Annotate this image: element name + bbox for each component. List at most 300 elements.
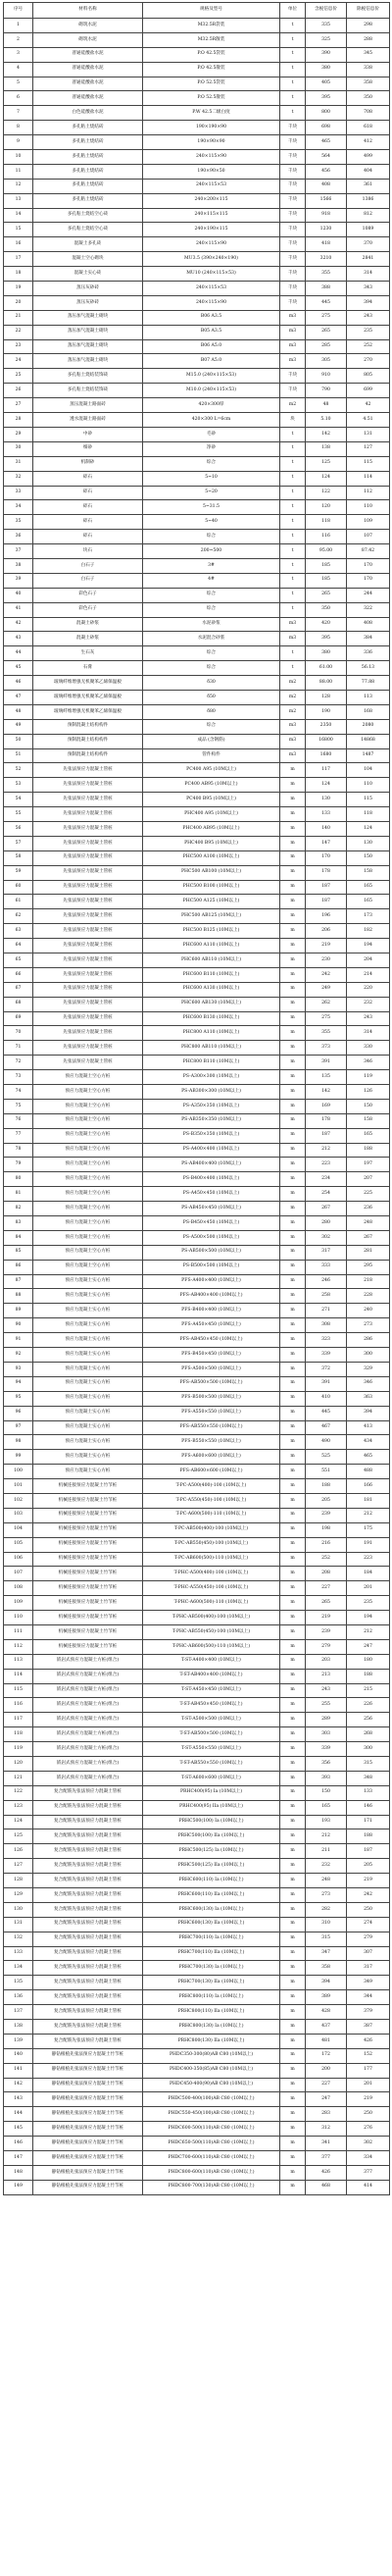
cell-material-name: 预应力混凝土实心方桩	[33, 1362, 143, 1376]
cell-material-name: 机械连接预应力混凝土竹节桩	[33, 1493, 143, 1508]
cell-price-tax: 234	[306, 1172, 347, 1187]
table-row	[4, 763, 390, 778]
cell-material-name: 复合配筋先张法预应力混凝土管桩	[33, 1874, 143, 1888]
cell-price-tax: 325	[306, 32, 347, 47]
cell-spec: PS-AB350×350 (10M以上)	[143, 1113, 280, 1128]
cell-price-notax: 207	[347, 1172, 390, 1187]
cell-index: 2	[4, 32, 33, 47]
cell-price-tax: 280	[306, 1216, 347, 1231]
cell-price-notax: 307	[347, 1946, 390, 1961]
cell-spec: 420×300厚	[143, 398, 280, 413]
table-row	[4, 295, 390, 310]
cell-spec: PHDC400-350(85)AB C80 (10M以上)	[143, 2063, 280, 2078]
cell-price-tax: 372	[306, 1362, 347, 1376]
cell-spec: P.W 42.5二级白度	[143, 106, 280, 121]
cell-unit: m	[280, 1654, 306, 1669]
cell-unit: m	[280, 1333, 306, 1348]
cell-unit: m	[280, 1829, 306, 1844]
cell-price-tax: 380	[306, 646, 347, 661]
table-row	[4, 1917, 390, 1932]
cell-price-tax: 188	[306, 1479, 347, 1494]
cell-material-name: 嵌岩式预应力混凝土方桩(组合)	[33, 1727, 143, 1742]
cell-spec: PHDC800-600(110)AB C80 (10M以上)	[143, 2165, 280, 2180]
cell-price-tax: 61.00	[306, 661, 347, 676]
cell-unit: t	[280, 661, 306, 676]
cell-spec: PFS-B550×550 (10M以上)	[143, 1435, 280, 1450]
cell-index: 53	[4, 778, 33, 793]
table-row	[4, 1654, 390, 1669]
cell-spec: PRHC800(130) IIa (10M以上)	[143, 2034, 280, 2048]
cell-spec: 190×190×90	[143, 121, 280, 135]
cell-index: 21	[4, 310, 33, 325]
cell-price-tax: 358	[306, 1961, 347, 1976]
cell-index: 31	[4, 456, 33, 471]
cell-price-notax: 170	[347, 573, 390, 588]
cell-index: 121	[4, 1771, 33, 1785]
cell-price-notax: 699	[347, 384, 390, 398]
table-row	[4, 1158, 390, 1172]
cell-price-tax: 5.10	[306, 413, 347, 428]
table-row	[4, 1522, 390, 1537]
cell-unit: t	[280, 427, 306, 441]
cell-material-name: 预应力混凝土空心方桩	[33, 1158, 143, 1172]
cell-price-tax: 130	[306, 793, 347, 807]
table-row	[4, 676, 390, 691]
cell-index: 41	[4, 602, 33, 617]
cell-price-notax: 127	[347, 441, 390, 456]
cell-material-name: 碎石	[33, 515, 143, 530]
cell-price-tax: 239	[306, 1508, 347, 1522]
cell-unit: m	[280, 2020, 306, 2035]
cell-index: 101	[4, 1479, 33, 1494]
cell-unit: m	[280, 1800, 306, 1815]
cell-price-notax: 408	[347, 617, 390, 632]
cell-spec: PHC600 A110 (10M以上)	[143, 939, 280, 953]
cell-price-notax: 188	[347, 1143, 390, 1158]
cell-index: 124	[4, 1815, 33, 1829]
cell-material-name: 玻璃纤维增强无机聚苯乙烯保温板	[33, 690, 143, 704]
cell-index: 82	[4, 1202, 33, 1216]
cell-index: 47	[4, 690, 33, 704]
cell-index: 111	[4, 1624, 33, 1639]
cell-price-tax: 1230	[306, 223, 347, 237]
cell-unit: m	[280, 1158, 306, 1172]
cell-price-tax: 48	[306, 398, 347, 413]
table-row	[4, 354, 390, 369]
cell-material-name: 先张法预应力混凝土管桩	[33, 1026, 143, 1041]
cell-price-notax: 14868	[347, 734, 390, 748]
cell-material-name: 预应力混凝土实心方桩	[33, 1333, 143, 1348]
cell-price-tax: 165	[306, 1800, 347, 1815]
cell-spec: PS-AB450×450 (10M以上)	[143, 1202, 280, 1216]
cell-price-tax: 310	[306, 1917, 347, 1932]
cell-index: 1	[4, 19, 33, 33]
cell-unit: 千块	[280, 179, 306, 193]
cell-spec: T-PHC-A550(450)-100 (10M以上)	[143, 1581, 280, 1596]
cell-spec: PRHC700(130) IIa (10M以上)	[143, 1976, 280, 1990]
cell-price-tax: 308	[306, 1318, 347, 1333]
cell-price-tax: 265	[306, 588, 347, 602]
cell-price-tax: 323	[306, 1333, 347, 1348]
cell-spec: 200~500	[143, 544, 280, 559]
cell-unit: m	[280, 2092, 306, 2107]
cell-price-tax: 285	[306, 339, 347, 354]
cell-price-notax: 1487	[347, 748, 390, 763]
cell-price-notax: 220	[347, 982, 390, 997]
cell-spec: B06 A3.5	[143, 310, 280, 325]
table-row	[4, 1420, 390, 1435]
cell-price-notax: 152	[347, 2048, 390, 2063]
cell-price-notax: 270	[347, 354, 390, 369]
cell-unit: t	[280, 602, 306, 617]
cell-spec: 240×115×90	[143, 295, 280, 310]
cell-spec: T-ST-AB550×550 (10M以上)	[143, 1756, 280, 1771]
table-row	[4, 267, 390, 282]
cell-price-tax: 124	[306, 471, 347, 486]
cell-price-tax: 551	[306, 1465, 347, 1479]
table-row	[4, 310, 390, 325]
cell-price-tax: 232	[306, 1859, 347, 1874]
cell-price-notax: 344	[347, 1990, 390, 2005]
cell-index: 88	[4, 1289, 33, 1304]
cell-unit: 千块	[280, 150, 306, 165]
cell-material-name: 先张法预应力混凝土管桩	[33, 895, 143, 909]
table-row	[4, 1990, 390, 2005]
cell-material-name: 预应力混凝土实心方桩	[33, 1348, 143, 1363]
cell-price-notax: 170	[347, 558, 390, 573]
cell-price-notax: 346	[347, 1376, 390, 1391]
cell-material-name: 机械连接预应力混凝土竹节桩	[33, 1522, 143, 1537]
cell-index: 44	[4, 646, 33, 661]
table-row	[4, 2165, 390, 2180]
cell-material-name: 混凝土空心砌块	[33, 252, 143, 267]
cell-index: 90	[4, 1318, 33, 1333]
cell-material-name: 先张法预应力混凝土管桩	[33, 865, 143, 880]
cell-material-name: 静钻根植先张法预应力混凝土竹节桩	[33, 2107, 143, 2122]
cell-material-name: 先张法预应力混凝土管桩	[33, 967, 143, 982]
cell-price-tax: 339	[306, 1742, 347, 1757]
cell-price-tax: 388	[306, 282, 347, 296]
cell-price-notax: 329	[347, 1362, 390, 1376]
table-row	[4, 223, 390, 237]
cell-index: 67	[4, 982, 33, 997]
table-row	[4, 2122, 390, 2137]
table-row	[4, 1713, 390, 1727]
cell-price-notax: 465	[347, 1450, 390, 1465]
cell-index: 129	[4, 1888, 33, 1903]
cell-unit: m	[280, 1113, 306, 1128]
cell-unit: m	[280, 1348, 306, 1363]
cell-unit: 千块	[280, 223, 306, 237]
cell-unit: 千块	[280, 282, 306, 296]
table-row	[4, 997, 390, 1011]
cell-price-tax: 564	[306, 150, 347, 165]
table-row	[4, 1406, 390, 1420]
cell-price-tax: 393	[306, 1771, 347, 1785]
cell-index: 105	[4, 1537, 33, 1552]
table-row	[4, 632, 390, 646]
cell-price-tax: 258	[306, 1289, 347, 1304]
cell-material-name: 复合配筋先张法预应力混凝土管桩	[33, 1990, 143, 2005]
cell-index: 83	[4, 1216, 33, 1231]
cell-material-name: 复合配筋先张法预应力混凝土管桩	[33, 1800, 143, 1815]
cell-price-tax: 426	[306, 2165, 347, 2180]
cell-price-notax: 187	[347, 1844, 390, 1859]
table-row	[4, 1202, 390, 1216]
cell-price-tax: 255	[306, 1698, 347, 1713]
cell-material-name: 复合配筋先张法预应力混凝土管桩	[33, 1859, 143, 1874]
cell-price-notax: 218	[347, 1274, 390, 1289]
cell-index: 20	[4, 295, 33, 310]
table-row	[4, 164, 390, 179]
cell-price-notax: 173	[347, 909, 390, 924]
cell-index: 114	[4, 1669, 33, 1683]
cell-material-name: 多孔粘土烧结装饰砖	[33, 369, 143, 384]
cell-price-notax: 350	[347, 91, 390, 106]
cell-price-tax: 275	[306, 310, 347, 325]
cell-unit: t	[280, 544, 306, 559]
cell-price-notax: 288	[347, 32, 390, 47]
cell-material-name: 静钻根植先张法预应力混凝土竹节桩	[33, 2151, 143, 2166]
table-row	[4, 1493, 390, 1508]
table-row	[4, 1961, 390, 1976]
cell-index: 19	[4, 282, 33, 296]
cell-material-name: 嵌岩式预应力混凝土方桩(组合)	[33, 1669, 143, 1683]
cell-material-name: 先张法预应力混凝土管桩	[33, 953, 143, 968]
cell-material-name: 普通硅酸盐水泥	[33, 47, 143, 62]
cell-price-tax: 120	[306, 500, 347, 515]
cell-spec: 毛砂	[143, 427, 280, 441]
cell-price-notax: 219	[347, 2092, 390, 2107]
cell-price-notax: 394	[347, 1406, 390, 1420]
cell-price-tax: 273	[306, 1888, 347, 1903]
cell-price-tax: 262	[306, 997, 347, 1011]
cell-index: 78	[4, 1143, 33, 1158]
cell-material-name: 机械连接预应力混凝土竹节桩	[33, 1639, 143, 1654]
cell-spec: PHC600 AB110 (10M以上)	[143, 953, 280, 968]
cell-index: 89	[4, 1304, 33, 1318]
cell-price-notax: 118	[347, 807, 390, 822]
table-row	[4, 924, 390, 939]
cell-price-notax: 243	[347, 310, 390, 325]
cell-price-tax: 212	[306, 1829, 347, 1844]
cell-unit: m2	[280, 398, 306, 413]
cell-price-tax: 418	[306, 237, 347, 252]
table-row	[4, 1902, 390, 1917]
cell-spec: T-PHC-A500(400)-100 (10M以上)	[143, 1567, 280, 1581]
cell-price-notax: 201	[347, 1581, 390, 1596]
cell-index: 10	[4, 150, 33, 165]
cell-index: 48	[4, 704, 33, 719]
table-row	[4, 2005, 390, 2020]
cell-material-name: 复合配筋先张法预应力混凝土管桩	[33, 1785, 143, 1800]
cell-spec: T-ST-AB450×450 (10M以上)	[143, 1698, 280, 1713]
cell-index: 132	[4, 1932, 33, 1946]
table-body	[4, 19, 390, 2195]
cell-price-tax: 481	[306, 2034, 347, 2048]
cell-price-notax: 281	[347, 1245, 390, 1260]
cell-unit: 千块	[280, 164, 306, 179]
cell-index: 139	[4, 2034, 33, 2048]
cell-price-tax: 698	[306, 121, 347, 135]
cell-spec: MU3.5 (390×240×190)	[143, 252, 280, 267]
cell-unit: m	[280, 2107, 306, 2122]
table-row	[4, 486, 390, 500]
cell-spec: δ30	[143, 676, 280, 691]
cell-spec: T-ST-AB400×400 (10M以上)	[143, 1669, 280, 1683]
cell-price-notax: 124	[347, 821, 390, 836]
cell-material-name: 预应力混凝土实心方桩	[33, 1420, 143, 1435]
cell-unit: m	[280, 1552, 306, 1567]
cell-material-name: 机制砂	[33, 456, 143, 471]
cell-unit: m	[280, 880, 306, 895]
cell-price-notax: 618	[347, 121, 390, 135]
cell-unit: m	[280, 1698, 306, 1713]
cell-spec: PS-A350×350 (10M以上)	[143, 1099, 280, 1113]
cell-unit: m	[280, 1713, 306, 1727]
table-row	[4, 413, 390, 428]
cell-price-tax: 347	[306, 1946, 347, 1961]
cell-index: 85	[4, 1245, 33, 1260]
cell-spec: PS-AB500×500 (10M以上)	[143, 1245, 280, 1260]
cell-price-tax: 203	[306, 1654, 347, 1669]
cell-price-tax: 230	[306, 953, 347, 968]
cell-index: 63	[4, 924, 33, 939]
cell-price-tax: 395	[306, 91, 347, 106]
cell-unit: m	[280, 1056, 306, 1070]
cell-material-name: 生石灰	[33, 646, 143, 661]
cell-spec: PS-AB400×400 (10M以上)	[143, 1158, 280, 1172]
cell-price-tax: 468	[306, 2180, 347, 2194]
table-row	[4, 778, 390, 793]
cell-price-tax: 142	[306, 427, 347, 441]
cell-unit: m	[280, 1391, 306, 1406]
cell-price-tax: 213	[306, 1669, 347, 1683]
cell-material-name: 先张法预应力混凝土管桩	[33, 836, 143, 850]
cell-price-notax: 394	[347, 295, 390, 310]
cell-price-notax: 387	[347, 2020, 390, 2035]
table-row	[4, 1143, 390, 1158]
table-row	[4, 1639, 390, 1654]
cell-index: 91	[4, 1333, 33, 1348]
cell-price-notax: 194	[347, 1611, 390, 1625]
cell-spec: PRHC500(100) Ia (10M以上)	[143, 1815, 280, 1829]
cell-price-tax: 275	[306, 1011, 347, 1026]
cell-index: 68	[4, 997, 33, 1011]
col-header-spec: 规格及型号	[143, 3, 280, 19]
cell-index: 71	[4, 1041, 33, 1056]
cell-unit: m	[280, 1479, 306, 1494]
cell-price-notax: 426	[347, 2034, 390, 2048]
cell-unit: m	[280, 763, 306, 778]
cell-spec: P.O 52.5散装	[143, 91, 280, 106]
cell-index: 99	[4, 1450, 33, 1465]
table-row	[4, 1844, 390, 1859]
cell-price-tax: 339	[306, 1348, 347, 1363]
cell-spec: B06 A5.0	[143, 339, 280, 354]
cell-price-notax: 158	[347, 1113, 390, 1128]
cell-index: 29	[4, 427, 33, 441]
cell-index: 11	[4, 164, 33, 179]
cell-price-notax: 235	[347, 1596, 390, 1611]
table-row	[4, 1085, 390, 1100]
cell-price-tax: 248	[306, 1874, 347, 1888]
col-header-price-notax: 除税信息价	[347, 3, 390, 19]
cell-spec: PRHC700(130) Ia (10M以上)	[143, 1961, 280, 1976]
cell-unit: t	[280, 500, 306, 515]
cell-price-notax: 434	[347, 1435, 390, 1450]
cell-price-notax: 104	[347, 763, 390, 778]
cell-spec: 净砂	[143, 441, 280, 456]
cell-unit: t	[280, 456, 306, 471]
cell-index: 149	[4, 2180, 33, 2194]
table-row	[4, 1450, 390, 1465]
cell-spec: PRHC400(95) IIa (10M以上)	[143, 1800, 280, 1815]
cell-unit: m	[280, 1581, 306, 1596]
cell-material-name: 多孔粘土烧结砖	[33, 193, 143, 208]
cell-material-name: 复合配筋先张法预应力混凝土管桩	[33, 2034, 143, 2048]
cell-unit: 千块	[280, 121, 306, 135]
cell-price-notax: 212	[347, 1508, 390, 1522]
cell-price-tax: 267	[306, 1202, 347, 1216]
cell-unit: m	[280, 1874, 306, 1888]
table-row	[4, 982, 390, 997]
cell-spec: PS-B500×500 (10M以上)	[143, 1260, 280, 1274]
cell-index: 49	[4, 719, 33, 734]
cell-spec: 240×115×115	[143, 208, 280, 223]
table-row	[4, 1113, 390, 1128]
cell-spec: PC400 B95 (10M以上)	[143, 793, 280, 807]
cell-index: 145	[4, 2122, 33, 2137]
table-row	[4, 1742, 390, 1757]
cell-spec: PFS-AB450×450 (10M以上)	[143, 1333, 280, 1348]
cell-index: 72	[4, 1056, 33, 1070]
cell-index: 134	[4, 1961, 33, 1976]
cell-material-name: 嵌岩式预应力混凝土方桩(组合)	[33, 1713, 143, 1727]
cell-material-name: 静钻根植先张法预应力混凝土竹节桩	[33, 2078, 143, 2092]
cell-spec: PRHC600(130) Ia (10M以上)	[143, 1902, 280, 1917]
cell-material-name: 蒸压加气混凝土砌块	[33, 310, 143, 325]
cell-spec: 综合	[143, 530, 280, 544]
table-row	[4, 1187, 390, 1202]
cell-price-notax: 346	[347, 1056, 390, 1070]
cell-spec: 5~10	[143, 471, 280, 486]
cell-material-name: 先张法预应力混凝土管桩	[33, 821, 143, 836]
cell-price-notax: 177	[347, 2063, 390, 2078]
table-row	[4, 339, 390, 354]
cell-material-name: 预应力混凝土空心方桩	[33, 1085, 143, 1100]
cell-unit: m	[280, 865, 306, 880]
cell-price-notax: 77.88	[347, 676, 390, 691]
cell-material-name: 嵌岩式预应力混凝土方桩(组合)	[33, 1742, 143, 1757]
cell-index: 8	[4, 121, 33, 135]
cell-price-notax: 247	[347, 1639, 390, 1654]
cell-material-name: 静钻根植先张法预应力混凝土竹节桩	[33, 2137, 143, 2151]
cell-price-notax: 314	[347, 267, 390, 282]
cell-price-notax: 236	[347, 1202, 390, 1216]
cell-material-name: 多孔粘土烧结砖	[33, 150, 143, 165]
table-row	[4, 471, 390, 486]
cell-price-tax: 2350	[306, 719, 347, 734]
cell-price-notax: 197	[347, 1158, 390, 1172]
cell-index: 137	[4, 2005, 33, 2020]
cell-material-name: 预应力混凝土实心方桩	[33, 1465, 143, 1479]
table-row	[4, 1727, 390, 1742]
cell-spec: PHDC450-400(90)AB C80 (10M以上)	[143, 2078, 280, 2092]
cell-price-notax: 348	[347, 1771, 390, 1785]
cell-unit: m	[280, 1041, 306, 1056]
table-row	[4, 1391, 390, 1406]
